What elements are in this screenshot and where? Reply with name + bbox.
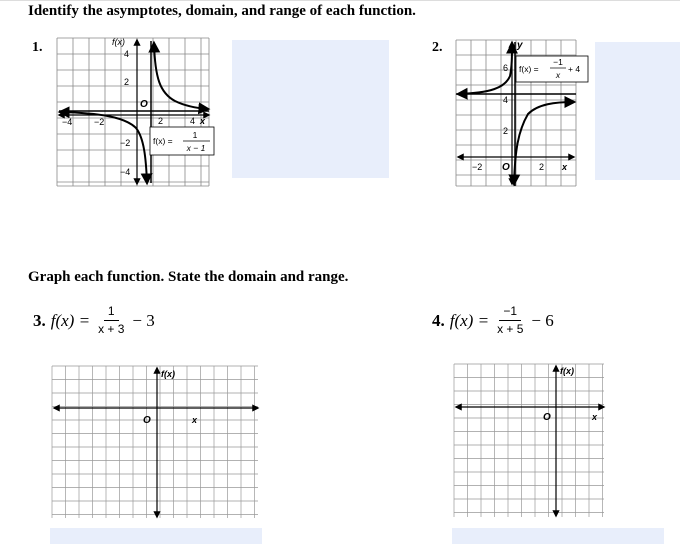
problem-4-denominator: x + 5 xyxy=(497,322,524,337)
svg-text:+ 4: + 4 xyxy=(568,64,581,74)
y-axis-label: f(x) xyxy=(560,366,574,376)
grid xyxy=(454,364,604,517)
function-label-box xyxy=(516,56,588,82)
tick-x4: 4 xyxy=(190,116,196,126)
problem-3-tail: − 3 xyxy=(132,310,155,330)
problem-3-number: 3. xyxy=(33,310,46,330)
problem-2-graph xyxy=(450,36,590,188)
answer-box-4[interactable] xyxy=(452,528,664,544)
y-axis-label: f(x) xyxy=(112,37,125,47)
problem-3-blank-graph[interactable] xyxy=(50,364,266,520)
problem-2-number: 2. xyxy=(432,40,443,55)
problem-1-graph xyxy=(50,33,220,193)
tick-x2: 2 xyxy=(539,162,545,172)
section-heading-identify: Identify the asymptotes, domain, and range of each function. xyxy=(28,3,416,19)
problem-4-blank-graph[interactable] xyxy=(452,362,608,520)
problem-1-number: 1. xyxy=(32,40,43,55)
x-axis-label: x xyxy=(592,412,598,422)
x-axis-label: x xyxy=(562,162,568,172)
problem-4-fraction xyxy=(493,305,527,336)
grid xyxy=(52,366,258,518)
tick-y4: 4 xyxy=(503,95,509,105)
problem-3-denominator: x + 3 xyxy=(98,322,125,337)
origin-label: O xyxy=(543,412,551,423)
svg-text:f(x) =: f(x) = xyxy=(519,64,539,74)
svg-text:x: x xyxy=(555,70,561,80)
problem-4-equation xyxy=(432,305,554,336)
svg-text:−1: −1 xyxy=(553,57,563,67)
tick-xm2: −2 xyxy=(472,162,483,172)
tick-xm2: −2 xyxy=(94,117,105,127)
x-axis-label: x xyxy=(192,415,198,425)
svg-text:f(x) =: f(x) = xyxy=(153,136,173,146)
problem-3-numerator: 1 xyxy=(104,305,119,321)
tick-xm4: −4 xyxy=(62,117,73,127)
tick-y2: 2 xyxy=(503,126,509,136)
curve-right-branch xyxy=(154,43,208,109)
tick-y2: 2 xyxy=(124,77,130,87)
y-axis-label: f(x) xyxy=(161,369,175,379)
problem-4-number: 4. xyxy=(432,310,445,330)
answer-box-3[interactable] xyxy=(50,528,262,544)
tick-y4: 4 xyxy=(124,49,130,59)
origin-label: O xyxy=(140,99,148,110)
tick-x2: 2 xyxy=(158,116,164,126)
svg-text:1: 1 xyxy=(192,130,198,140)
answer-box-1[interactable] xyxy=(232,40,389,178)
problem-4-tail: − 6 xyxy=(531,310,554,330)
answer-box-2[interactable] xyxy=(595,42,680,180)
origin-label: O xyxy=(502,162,510,173)
x-axis-label: x xyxy=(200,116,206,126)
origin-label: O xyxy=(143,415,151,426)
problem-3-equation xyxy=(33,305,155,336)
tick-y6: 6 xyxy=(503,63,509,73)
svg-text:x − 1: x − 1 xyxy=(186,143,206,153)
tick-ym2: −2 xyxy=(120,138,131,148)
y-axis-label: y xyxy=(517,40,523,51)
problem-3-fraction xyxy=(94,305,128,336)
problem-4-numerator: −1 xyxy=(499,305,521,321)
function-label-box xyxy=(150,127,214,155)
top-divider xyxy=(0,0,680,1)
problem-4-fx: f(x) = xyxy=(449,310,490,330)
problem-3-fx: f(x) = xyxy=(50,310,91,330)
tick-ym4: −4 xyxy=(120,167,131,177)
section-heading-graph: Graph each function. State the domain and range. xyxy=(28,269,349,285)
